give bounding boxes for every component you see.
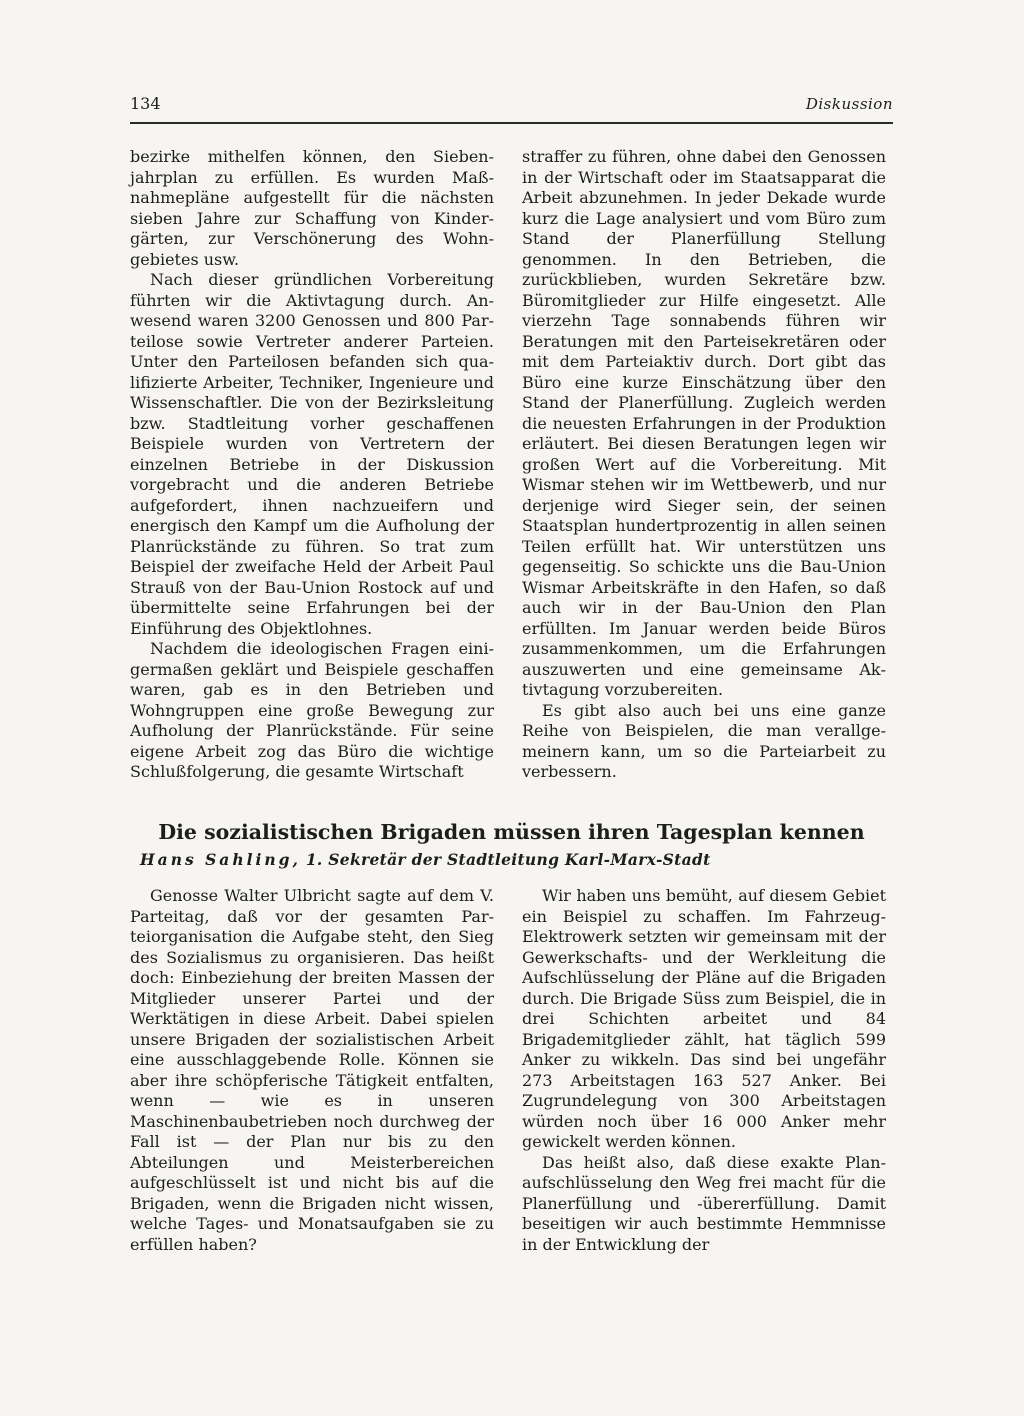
- paragraph: Nachdem die ideologischen Fragen einigermaßen geklärt und Beispiele geschaffen waren, gab es in den Betrieben und Wohngruppen eine große Bewegung zur Aufholung der Planrückstände. Für seine eigene Arbeit zog das Büro die wichtige Schlußfolgerung, die gesamte Wirtschaft: [130, 639, 494, 781]
- article-title: Die sozialistischen Brigaden müssen ihren Tagesplan kennen: [158, 820, 865, 844]
- running-head: Diskussion: [805, 95, 893, 113]
- paragraph: Es gibt also auch bei uns eine ganze Reihe von Beispielen, die man verallgemeinern kann, um so die Parteiarbeit zu verbessern.: [522, 700, 886, 781]
- section2-column-left: [130, 886, 494, 1255]
- paragraph: Genosse Walter Ulbricht sagte auf dem V. Parteitag, daß vor der gesamten Parteiorganisation die Aufgabe steht, den Sieg des Sozialismus zu organisieren. Das heißt doch: Einbeziehung der breiten Massen der Mitglieder unserer Partei und der Werktätigen in diese Arbeit. Dabei spielen unsere Brigaden der sozialistischen Arbeit eine ausschlaggebende Rolle. Können sie aber ihre schöpferische Tätigkeit entfalten, wenn — wie es in unseren Maschinenbaubetrieben noch durchweg der Fall ist — der Plan nur bis zu den Abteilungen und Meisterbereichen aufgeschlüsselt ist und nicht bis auf die Brigaden, wenn die Brigaden nicht wissen, welche Tages- und Monatsaufgaben sie zu erfüllen haben?: [130, 886, 494, 1254]
- page-header: [130, 94, 893, 124]
- paragraph: Wir haben uns bemüht, auf diesem Gebiet ein Beispiel zu schaffen. Im Fahrzeug-Elektrowerk setzten wir gemeinsam mit der Gewerkschafts- und der Werkleitung die Aufschlüsselung der Pläne auf die Brigaden durch. Die Brigade Süss zum Beispiel, die in drei Schichten arbeitet und 84 Brigademitglieder zählt, hat täglich 599 Anker zu wikkeln. Das sind bei ungefähr 273 Arbeitstagen 163 527 Anker. Bei Zugrundelegung von 300 Arbeitstagen würden noch über 16 000 Anker mehr gewickelt werden können.: [522, 886, 886, 1151]
- section2-column-right: [522, 886, 886, 1255]
- paragraph: Nach dieser gründlichen Vorbereitung führten wir die Aktivtagung durch. Anwesend waren 3200 Genossen und 800 Parteilose sowie Vertreter anderer Parteien. Unter den Parteilosen befanden sich qualifizierte Arbeiter, Techniker, Ingenieure und Wissenschaftler. Die von der Bezirksleitung bzw. Stadtleitung vorher geschaffenen Beispiele wurden von Vertretern der einzelnen Betriebe in der Diskussion vorgebracht und die anderen Betriebe aufgefordert, ihnen nachzueifern und energisch den Kampf um die Aufholung der Planrückstände zu führen. So trat zum Beispiel der zweifache Held der Arbeit Paul Strauß von der Bau-Union Rostock auf und übermittelte seine Erfahrungen bei der Einführung des Objektlohnes.: [130, 270, 494, 638]
- page-number: 134: [130, 94, 161, 113]
- paragraph: bezirke mithelfen können, den Siebenjahrplan zu erfüllen. Es wurden Maßnahmepläne aufgestellt für die nächsten sieben Jahre zur Schaffung von Kindergärten, zur Verschönerung des Wohngebietes usw.: [130, 147, 494, 269]
- author-name: Hans Sahling,: [140, 850, 301, 869]
- paragraph: Das heißt also, daß diese exakte Planaufschlüsselung den Weg frei macht für die Planerfüllung und -übererfüllung. Damit beseitigen wir auch bestimmte Hemmnisse in der Entwicklung der: [522, 1152, 886, 1254]
- paragraph: straffer zu führen, ohne dabei den Genossen in der Wirtschaft oder im Staatsapparat die Arbeit abzunehmen. In jeder Dekade wurde kurz die Lage analysiert und vom Büro zum Stand der Planerfüllung Stellung genommen. In den Betrieben, die zurückblieben, wurden Sekretäre bzw. Büromitglieder zur Hilfe eingesetzt. Alle vierzehn Tage sonnabends führen wir Beratungen mit den Parteisekretären oder mit dem Parteiaktiv durch. Dort gibt das Büro eine kurze Einschätzung über den Stand der Planerfüllung. Zugleich werden die neuesten Erfahrungen in der Produktion erläutert. Bei diesen Beratungen legen wir großen Wert auf die Vorbereitung. Mit Wismar stehen wir im Wettbewerb, und nur derjenige wird Sieger sein, der seinen Staatsplan hundertprozentig in allen seinen Teilen erfüllt hat. Wir unterstützen uns gegenseitig. So schickte uns die Bau-Union Wismar Arbeitskräfte in den Hafen, so daß auch wir in der Bau-Union den Plan erfüllten. Im Januar werden beide Büros zusammenkommen, um die Erfahrungen auszuwerten und eine gemeinsame Aktivtagung vorzubereiten.: [522, 147, 886, 699]
- section1-column-left: [130, 147, 494, 783]
- author-role: 1. Sekretär der Stadtleitung Karl-Marx-Stadt: [305, 850, 711, 869]
- article-byline: [140, 850, 893, 870]
- section1-column-right: [522, 147, 886, 783]
